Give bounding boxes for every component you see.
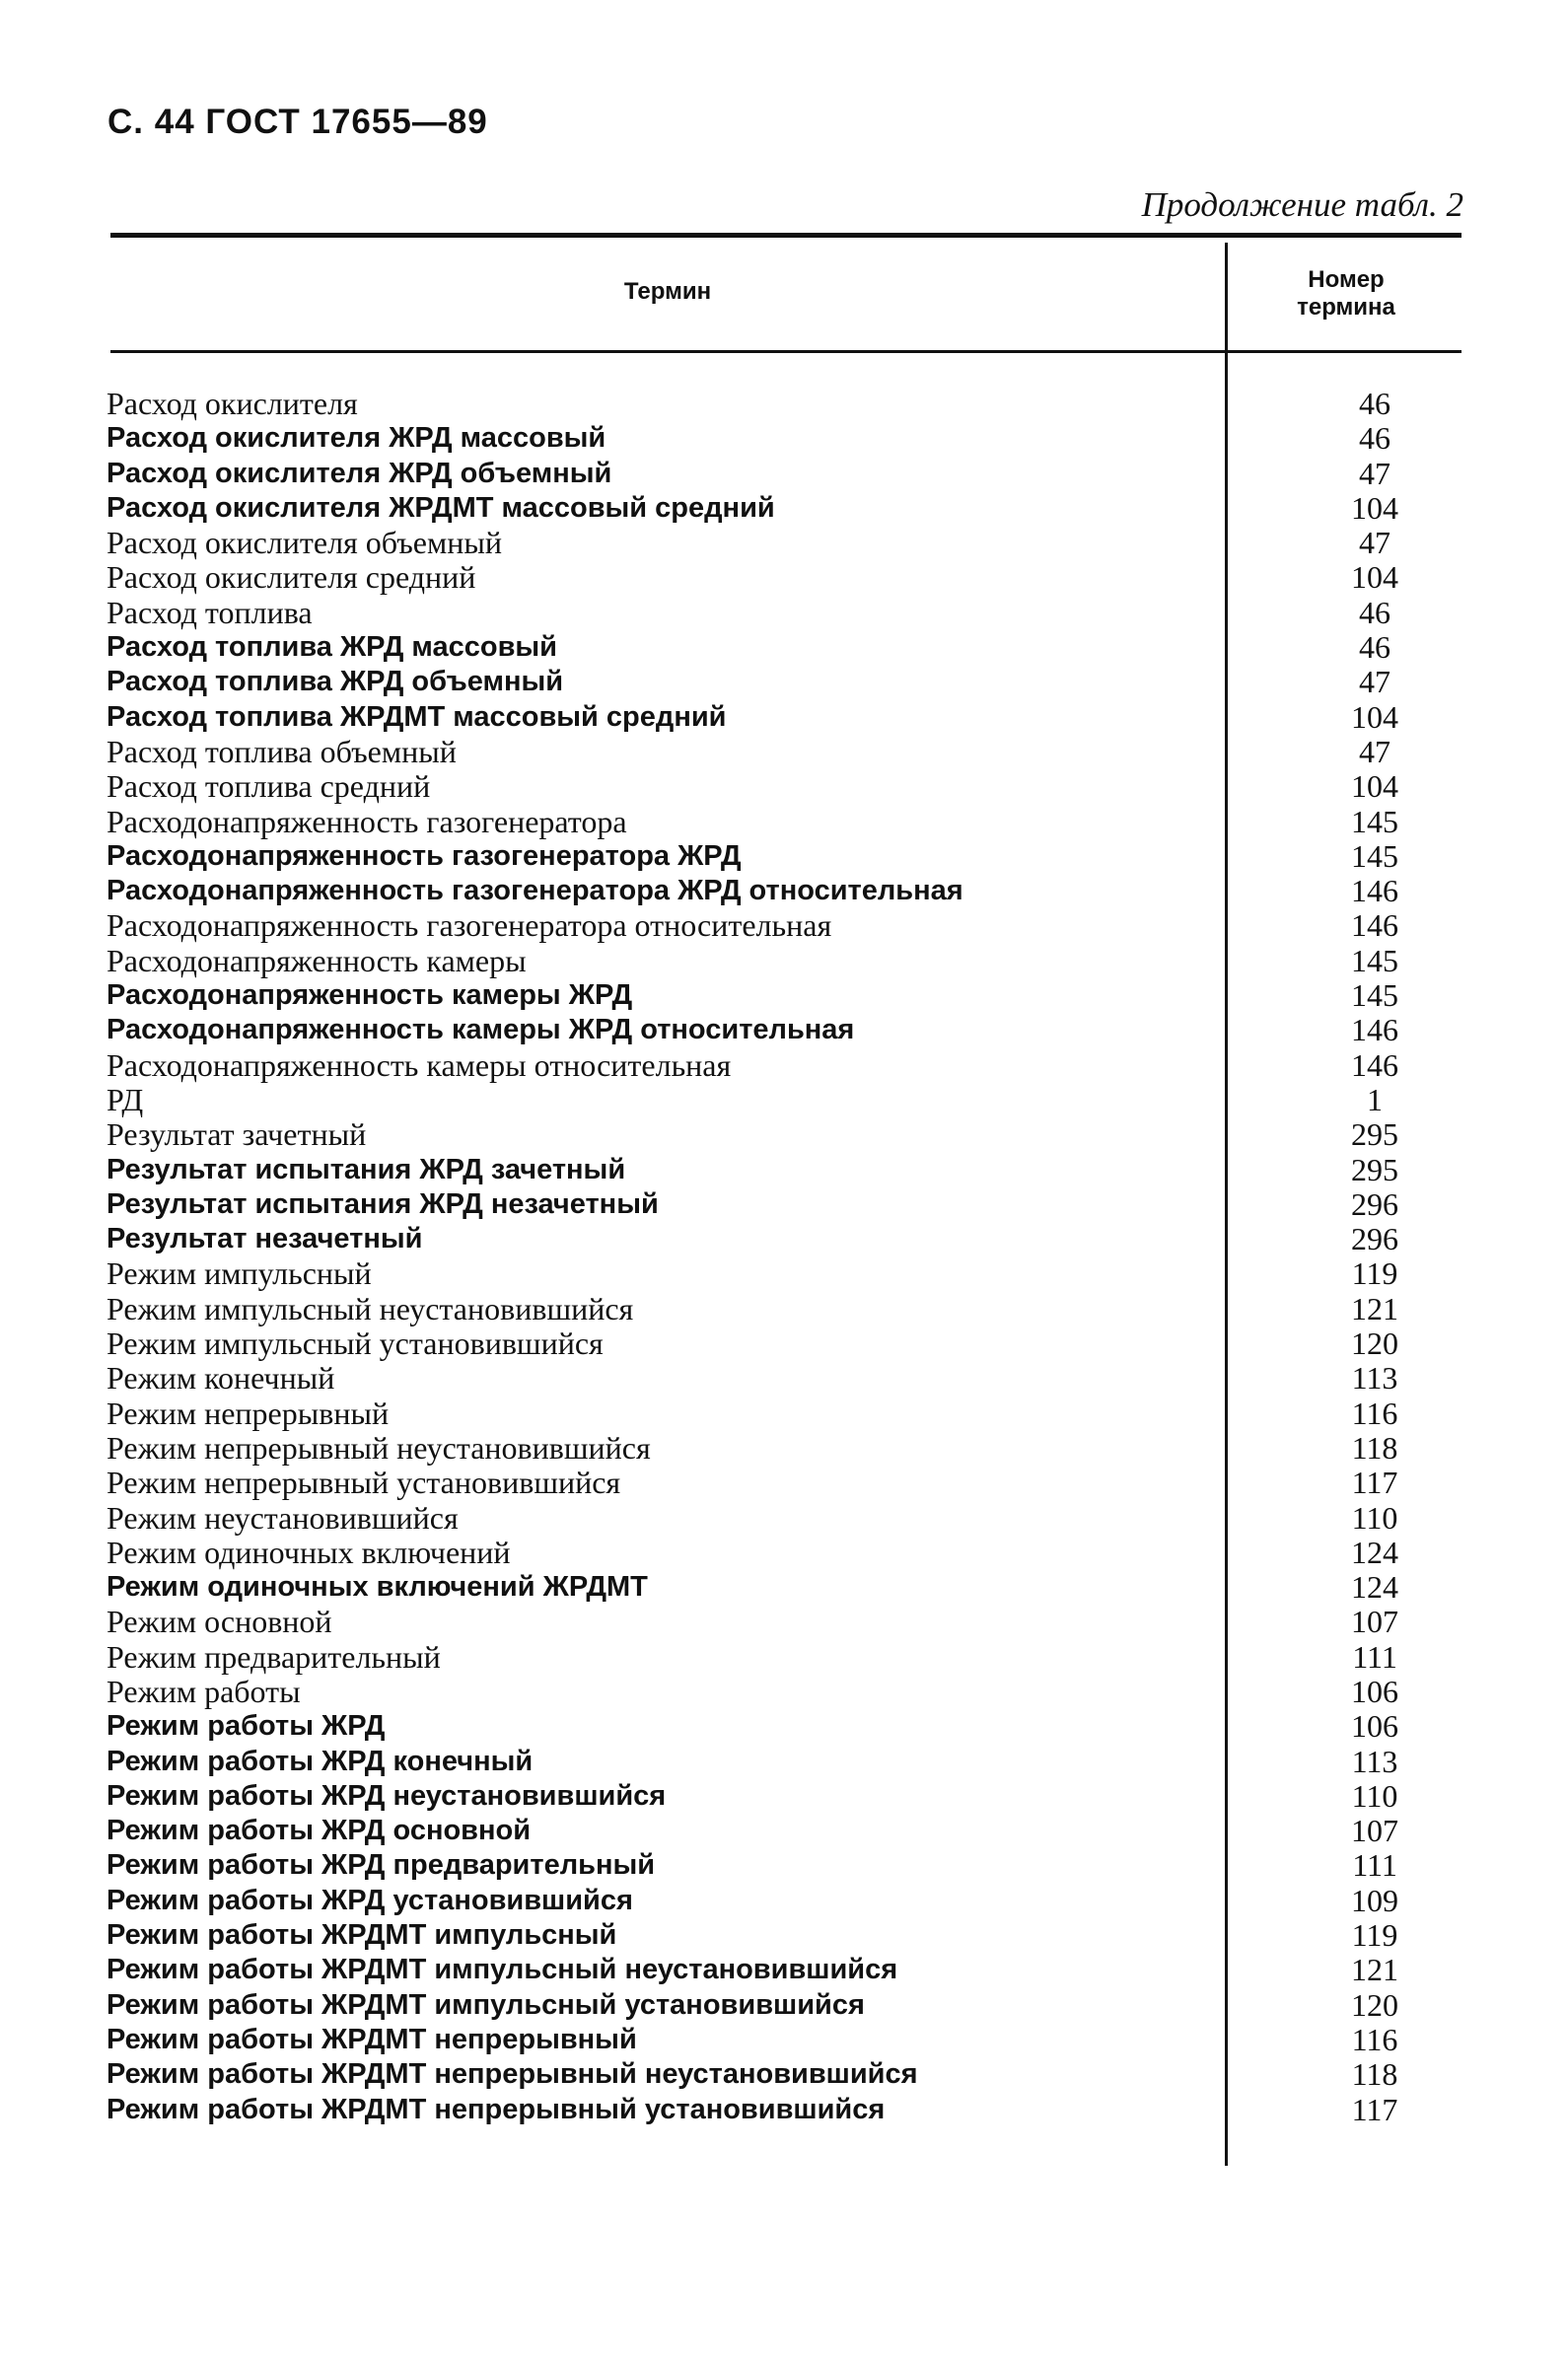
term-text: Расход топлива объемный	[107, 733, 457, 769]
term-number: 145	[1351, 837, 1398, 874]
table-row	[103, 1988, 1463, 2023]
term-number: 104	[1351, 698, 1398, 735]
table-row	[103, 1256, 1463, 1291]
term-number: 121	[1351, 1952, 1398, 1988]
table-row	[103, 1083, 1463, 1117]
table-row	[103, 1918, 1463, 1953]
term-text: Расход топлива ЖРДМТ массовый средний	[107, 700, 727, 733]
term-text: Режим работы ЖРД	[107, 1710, 386, 1743]
table-row	[103, 1779, 1463, 1814]
table-row	[103, 769, 1463, 804]
term-number: 121	[1351, 1290, 1398, 1326]
term-text: Результат испытания ЖРД зачетный	[107, 1153, 626, 1185]
term-number: 111	[1352, 1638, 1397, 1675]
table-top-rule	[110, 233, 1461, 238]
term-number: 296	[1351, 1185, 1398, 1222]
term-text: Режим предварительный	[107, 1638, 441, 1675]
term-number: 46	[1359, 420, 1390, 457]
term-number: 146	[1351, 907, 1398, 944]
term-text: Расход окислителя ЖРДМТ массовый средний	[107, 491, 775, 524]
table-continuation-label: Продолжение табл. 2	[1141, 185, 1463, 224]
table-row	[103, 1397, 1463, 1431]
term-number: 145	[1351, 977, 1398, 1014]
term-text: Результат испытания ЖРД незачетный	[107, 1187, 659, 1220]
table-row	[103, 491, 1463, 526]
term-number: 124	[1351, 1534, 1398, 1570]
term-text: Режим работы ЖРД предварительный	[107, 1849, 656, 1882]
table-row	[103, 1222, 1463, 1256]
term-number: 119	[1351, 1255, 1398, 1292]
term-text: Режим непрерывный неустановившийся	[107, 1429, 651, 1466]
term-number: 106	[1351, 1673, 1398, 1709]
table-header-rule	[110, 350, 1461, 353]
table-row	[103, 1013, 1463, 1047]
table-row	[103, 1605, 1463, 1639]
term-number: 120	[1351, 1986, 1398, 2023]
term-text: Режим работы ЖРДМТ импульсный	[107, 1919, 617, 1952]
table-row	[103, 944, 1463, 978]
term-number: 104	[1351, 559, 1398, 596]
table-row	[103, 560, 1463, 595]
term-number: 111	[1352, 1847, 1397, 1884]
table-row	[103, 1431, 1463, 1466]
table-row	[103, 1326, 1463, 1361]
table-row	[103, 1187, 1463, 1222]
term-text: Режим одиночных включений ЖРДМТ	[107, 1571, 648, 1604]
term-number: 113	[1351, 1360, 1398, 1397]
term-text: Расходонапряженность газогенератора ЖРД	[107, 839, 742, 872]
term-text: Расход окислителя ЖРД объемный	[107, 457, 612, 489]
term-number: 1	[1367, 1081, 1383, 1117]
term-text: Режим импульсный	[107, 1255, 372, 1292]
table-row	[103, 700, 1463, 735]
table-row	[103, 596, 1463, 630]
term-number: 46	[1359, 594, 1390, 630]
table-row	[103, 1466, 1463, 1500]
terms-table-body	[103, 387, 1463, 2127]
table-row	[103, 630, 1463, 665]
term-text: РД	[107, 1081, 144, 1117]
term-text: Расходонапряженность газогенератора относительная	[107, 907, 832, 944]
term-text: Расходонапряженность камеры	[107, 942, 527, 978]
term-number: 117	[1351, 2091, 1398, 2127]
term-number: 107	[1351, 1813, 1398, 1849]
term-number: 145	[1351, 942, 1398, 978]
term-text: Результат незачетный	[107, 1223, 423, 1255]
table-row	[103, 1848, 1463, 1883]
term-number: 113	[1351, 1743, 1398, 1779]
term-number: 110	[1351, 1499, 1398, 1536]
table-row	[103, 805, 1463, 839]
term-number: 295	[1351, 1116, 1398, 1153]
term-text: Режим работы ЖРД основной	[107, 1815, 532, 1847]
table-row	[103, 1814, 1463, 1848]
term-text: Режим работы	[107, 1673, 301, 1709]
table-row	[103, 2093, 1463, 2127]
term-number: 104	[1351, 489, 1398, 526]
table-row	[103, 1501, 1463, 1536]
term-number: 118	[1351, 2056, 1398, 2093]
table-row	[103, 1117, 1463, 1152]
term-text: Расходонапряженность газогенератора ЖРД относительная	[107, 875, 963, 907]
term-text: Режим работы ЖРД конечный	[107, 1745, 534, 1777]
table-row	[103, 874, 1463, 908]
term-number: 47	[1359, 455, 1390, 491]
table-row	[103, 1745, 1463, 1779]
term-number: 47	[1359, 733, 1390, 769]
table-row	[103, 908, 1463, 943]
term-number: 296	[1351, 1221, 1398, 1257]
term-text: Расходонапряженность камеры ЖРД	[107, 979, 633, 1012]
term-number: 117	[1351, 1465, 1398, 1501]
page-header: С. 44 ГОСТ 17655—89	[107, 103, 488, 141]
term-number: 146	[1351, 1046, 1398, 1083]
term-text: Режим работы ЖРДМТ непрерывный неустановившийся	[107, 2058, 918, 2091]
term-number: 46	[1359, 629, 1390, 666]
term-number: 47	[1359, 525, 1390, 561]
table-row	[103, 2057, 1463, 2092]
term-number: 146	[1351, 873, 1398, 909]
term-text: Результат зачетный	[107, 1116, 367, 1153]
term-number: 120	[1351, 1325, 1398, 1362]
term-text: Расход окислителя объемный	[107, 525, 502, 561]
table-row	[103, 387, 1463, 421]
term-text: Режим работы ЖРДМТ импульсный установившийся	[107, 1988, 865, 2021]
table-row	[103, 1048, 1463, 1083]
table-row	[103, 457, 1463, 491]
term-number: 107	[1351, 1604, 1398, 1640]
term-text: Режим неустановившийся	[107, 1499, 459, 1536]
table-row	[103, 1709, 1463, 1744]
term-text: Расход топлива средний	[107, 768, 431, 805]
table-row	[103, 1640, 1463, 1675]
column-header-term: Термин	[623, 278, 712, 305]
table-row	[103, 665, 1463, 699]
table-row	[103, 1884, 1463, 1918]
table-row	[103, 1361, 1463, 1396]
term-text: Режим непрерывный установившийся	[107, 1465, 621, 1501]
table-row	[103, 1675, 1463, 1709]
term-number: 104	[1351, 768, 1398, 805]
table-row	[103, 839, 1463, 874]
term-text: Режим конечный	[107, 1360, 335, 1397]
table-row	[103, 1536, 1463, 1570]
table-row	[103, 421, 1463, 456]
term-number: 295	[1351, 1151, 1398, 1187]
term-number: 110	[1351, 1777, 1398, 1814]
column-header-number-line1: Номер	[1308, 266, 1385, 293]
term-text: Режим импульсный установившийся	[107, 1325, 604, 1362]
term-number: 109	[1351, 1882, 1398, 1918]
term-text: Расход топлива ЖРД объемный	[107, 666, 564, 698]
table-row	[103, 526, 1463, 560]
term-text: Режим работы ЖРДМТ непрерывный установившийся	[107, 2093, 886, 2125]
table-row	[103, 2023, 1463, 2057]
term-number: 146	[1351, 1012, 1398, 1048]
term-text: Режим работы ЖРДМТ импульсный неустановившийся	[107, 1954, 898, 1986]
term-text: Расходонапряженность камеры ЖРД относительная	[107, 1014, 855, 1046]
term-text: Режим непрерывный	[107, 1395, 390, 1431]
column-header-number	[1233, 266, 1460, 322]
term-text: Режим работы ЖРД неустановившийся	[107, 1779, 667, 1812]
term-text: Расход топлива ЖРД массовый	[107, 631, 558, 664]
table-row	[103, 1953, 1463, 1987]
term-number: 106	[1351, 1708, 1398, 1745]
term-number: 118	[1351, 1429, 1398, 1466]
term-text: Режим работы ЖРД установившийся	[107, 1884, 633, 1916]
term-number: 145	[1351, 803, 1398, 839]
table-row	[103, 1153, 1463, 1187]
column-header-number-line2: термина	[1297, 294, 1395, 321]
term-text: Расход топлива	[107, 594, 313, 630]
term-text: Расход окислителя средний	[107, 559, 476, 596]
term-text: Расходонапряженность газогенератора	[107, 803, 627, 839]
table-row	[103, 978, 1463, 1013]
term-text: Режим работы ЖРДМТ непрерывный	[107, 2023, 637, 2055]
term-text: Расходонапряженность камеры относительная	[107, 1046, 732, 1083]
term-number: 124	[1351, 1569, 1398, 1606]
table-row	[103, 735, 1463, 769]
term-number: 119	[1351, 1917, 1398, 1954]
term-text: Режим импульсный неустановившийся	[107, 1290, 634, 1326]
term-number: 47	[1359, 664, 1390, 700]
term-text: Режим основной	[107, 1604, 332, 1640]
term-number: 116	[1351, 1395, 1398, 1431]
term-text: Режим одиночных включений	[107, 1534, 511, 1570]
term-number: 46	[1359, 386, 1390, 421]
table-row	[103, 1570, 1463, 1605]
table-row	[103, 1292, 1463, 1326]
term-text: Расход окислителя	[107, 386, 358, 421]
term-number: 116	[1351, 2021, 1398, 2057]
term-text: Расход окислителя ЖРД массовый	[107, 422, 606, 455]
